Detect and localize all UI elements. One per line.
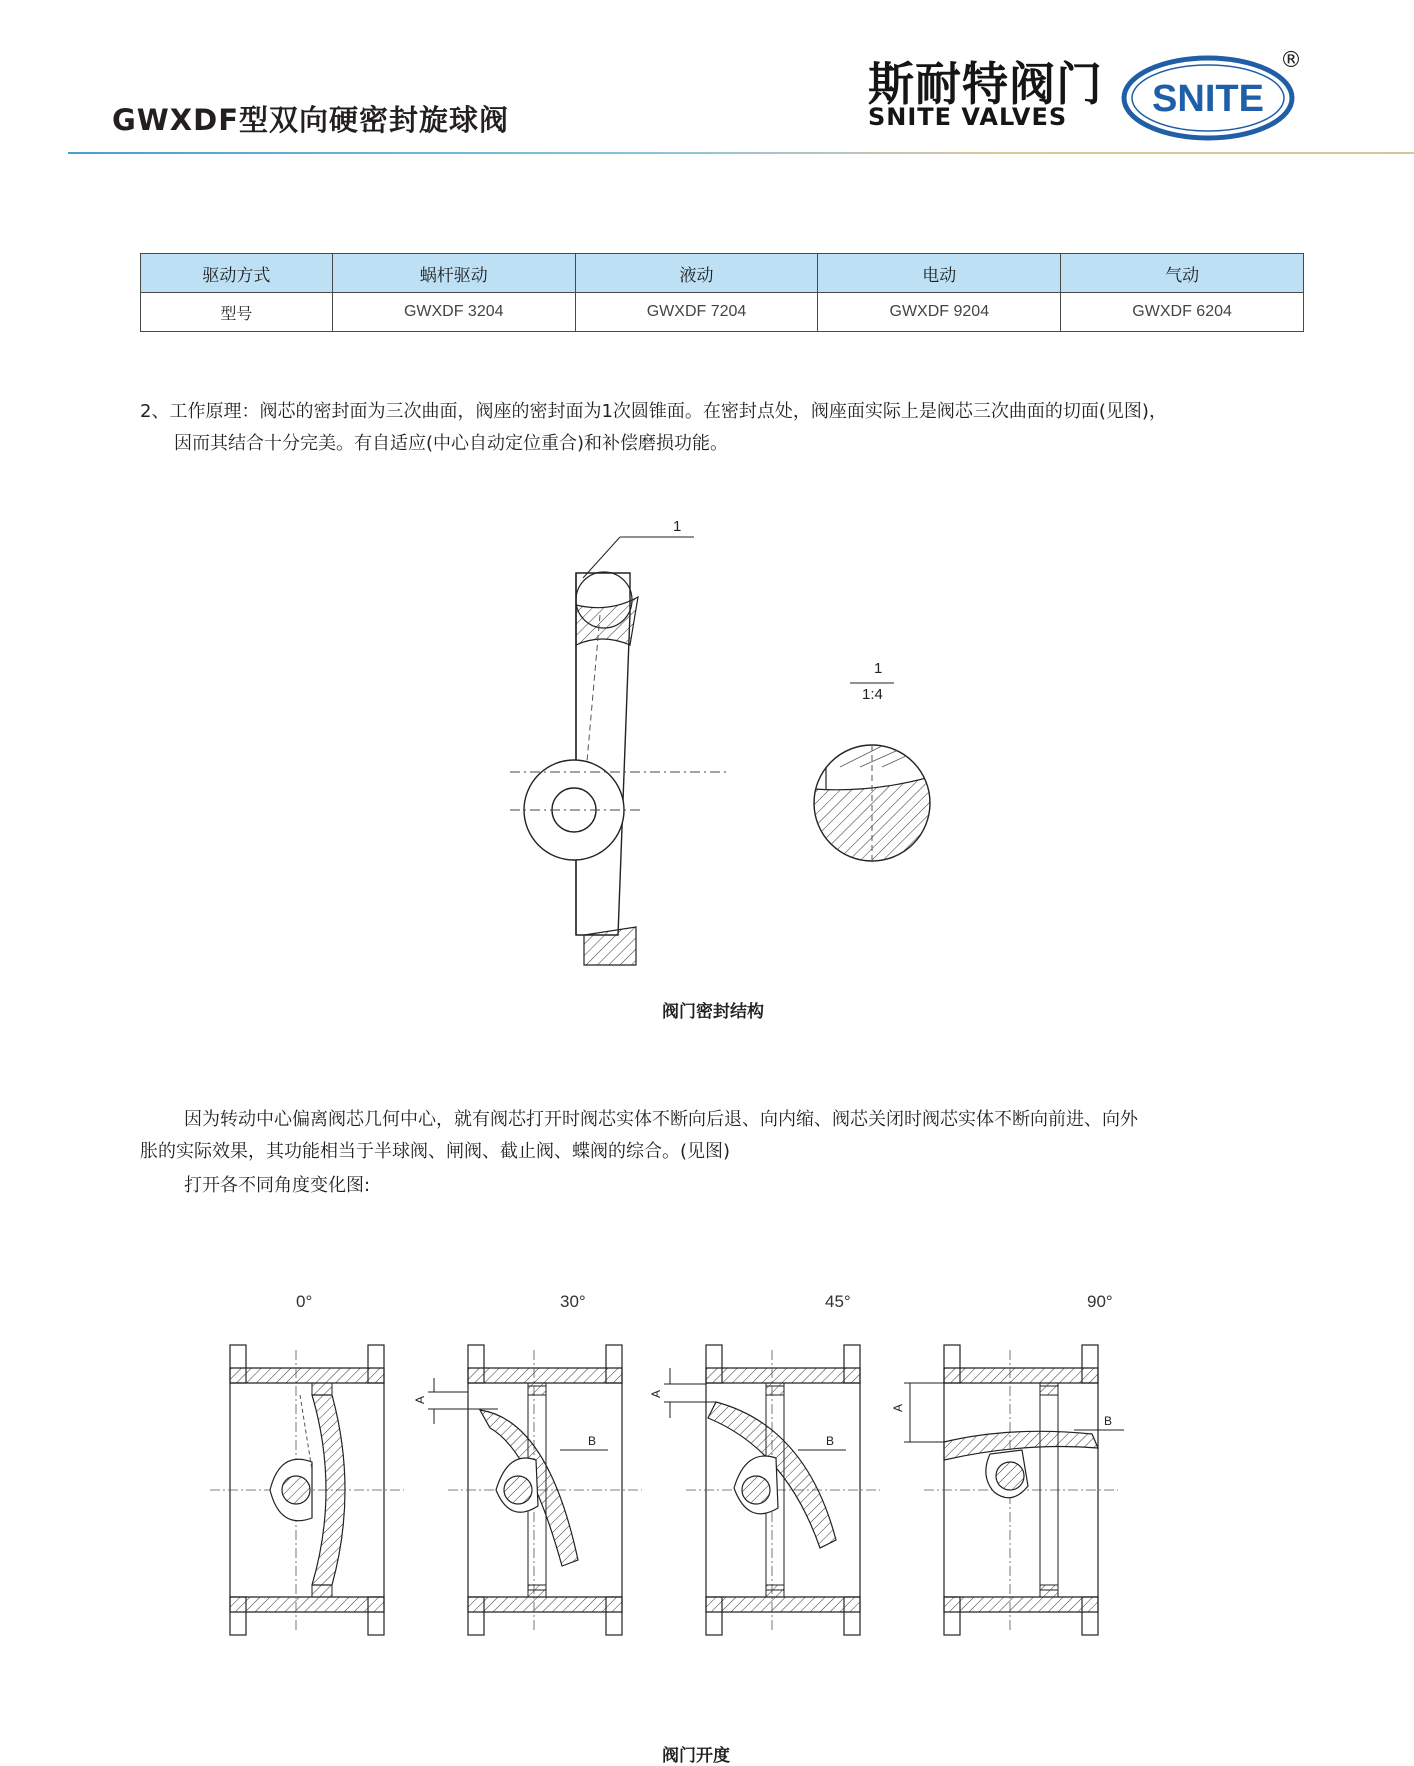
header-divider — [68, 152, 1414, 154]
table-cell: 蜗杆驱动 — [332, 254, 575, 293]
table-cell: 液动 — [575, 254, 818, 293]
angle-label-90: 90° — [1087, 1292, 1113, 1311]
description-line-1: 因为转动中心偏离阀芯几何中心，就有阀芯打开时阀芯实体不断向后退、向内缩、阀芯关闭时阀芯实体不断向前进、向外 — [184, 1109, 1138, 1130]
valve-0-deg — [210, 1345, 404, 1635]
dim-a-label: A — [413, 1395, 427, 1404]
table-cell: 型号 — [141, 293, 333, 332]
angle-label-45: 45° — [825, 1292, 851, 1311]
description-line-3: 打开各不同角度变化图: — [184, 1175, 371, 1196]
table-cell: 气动 — [1061, 254, 1304, 293]
table-cell: GWXDF 9204 — [818, 293, 1061, 332]
valve-opening-diagrams — [200, 1330, 1260, 1650]
brand-name-en: SNITE VALVES — [868, 103, 1068, 131]
valve-90-deg — [891, 1345, 1124, 1635]
table-header-row — [141, 254, 1304, 293]
table-row — [141, 293, 1304, 332]
snite-logo — [1118, 48, 1298, 144]
opening-figure-caption: 阀门开度 — [662, 1746, 730, 1766]
table-cell: GWXDF 7204 — [575, 293, 818, 332]
dim-b-label: B — [1104, 1414, 1113, 1428]
seal-figure-caption: 阀门密封结构 — [662, 1002, 764, 1022]
table-cell: 驱动方式 — [141, 254, 333, 293]
valve-30-deg — [413, 1345, 642, 1635]
callout-number: 1 — [673, 518, 682, 535]
dim-b-label: B — [826, 1434, 835, 1448]
logo-text: SNITE — [1152, 78, 1264, 120]
registered-mark: ® — [1280, 48, 1302, 73]
dim-a-label: A — [891, 1403, 905, 1412]
angle-label-0: 0° — [296, 1292, 313, 1311]
detail-number: 1 — [874, 660, 883, 677]
table-cell: 电动 — [818, 254, 1061, 293]
table-cell: GWXDF 6204 — [1061, 293, 1304, 332]
brand-name-cn: 斯耐特阀门 — [868, 57, 1103, 111]
valve-45-deg — [649, 1345, 880, 1635]
principle-line-1: 2、工作原理：阀芯的密封面为三次曲面，阀座的密封面为1次圆锥面。在密封点处，阀座面实际上是阀芯三次曲面的切面(见图)， — [140, 401, 1167, 422]
page-title: GWXDF型双向硬密封旋球阀 — [112, 103, 510, 137]
seal-structure-drawing — [480, 505, 960, 985]
principle-line-2: 因而其结合十分完美。有自适应(中心自动定位重合)和补偿磨损功能。 — [174, 433, 729, 454]
angle-label-30: 30° — [560, 1292, 586, 1311]
drive-model-table — [140, 253, 1304, 332]
table-cell: GWXDF 3204 — [332, 293, 575, 332]
dim-a-label: A — [649, 1389, 663, 1398]
dim-b-label: B — [588, 1434, 597, 1448]
description-line-2: 胀的实际效果，其功能相当于半球阀、闸阀、截止阀、蝶阀的综合。(见图) — [140, 1141, 731, 1162]
detail-scale: 1:4 — [862, 686, 883, 703]
